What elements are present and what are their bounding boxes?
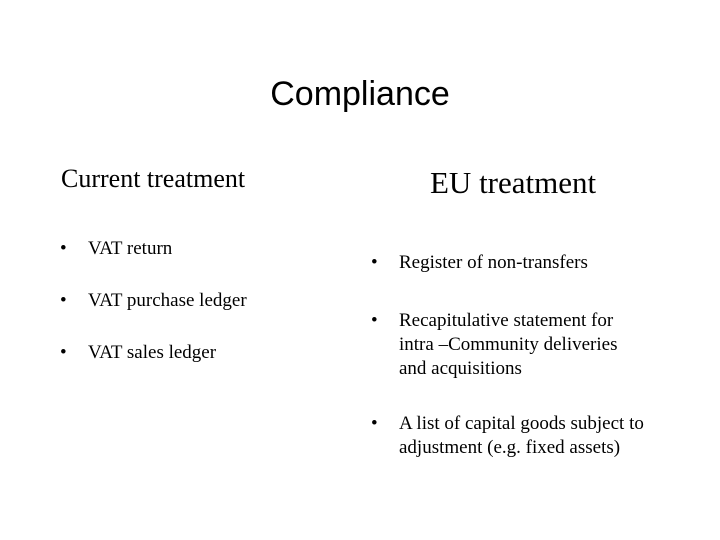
bullet-icon: • — [371, 413, 378, 434]
bullet-icon: • — [60, 290, 67, 311]
list-item-text: VAT purchase ledger — [88, 290, 247, 311]
list-item-text: A list of capital goods subject to adjustment (e.g. fixed assets) — [399, 413, 644, 458]
eu-treatment-heading: EU treatment — [430, 165, 597, 200]
slide-title: Compliance — [270, 75, 450, 113]
bullet-icon: • — [371, 252, 378, 273]
eu-treatment-list — [371, 0, 671, 540]
list-item-text: VAT return — [88, 238, 173, 259]
current-treatment-list — [60, 0, 290, 540]
list-item-text: Register of non-transfers — [399, 252, 588, 273]
bullet-icon: • — [60, 342, 67, 363]
current-treatment-heading: Current treatment — [61, 164, 246, 193]
list-item-text: VAT sales ledger — [88, 342, 217, 363]
bullet-icon: • — [60, 238, 67, 259]
bullet-icon: • — [371, 310, 378, 331]
list-item-text: Recapitulative statement for intra –Community deliveries and acquisitions — [399, 310, 618, 379]
